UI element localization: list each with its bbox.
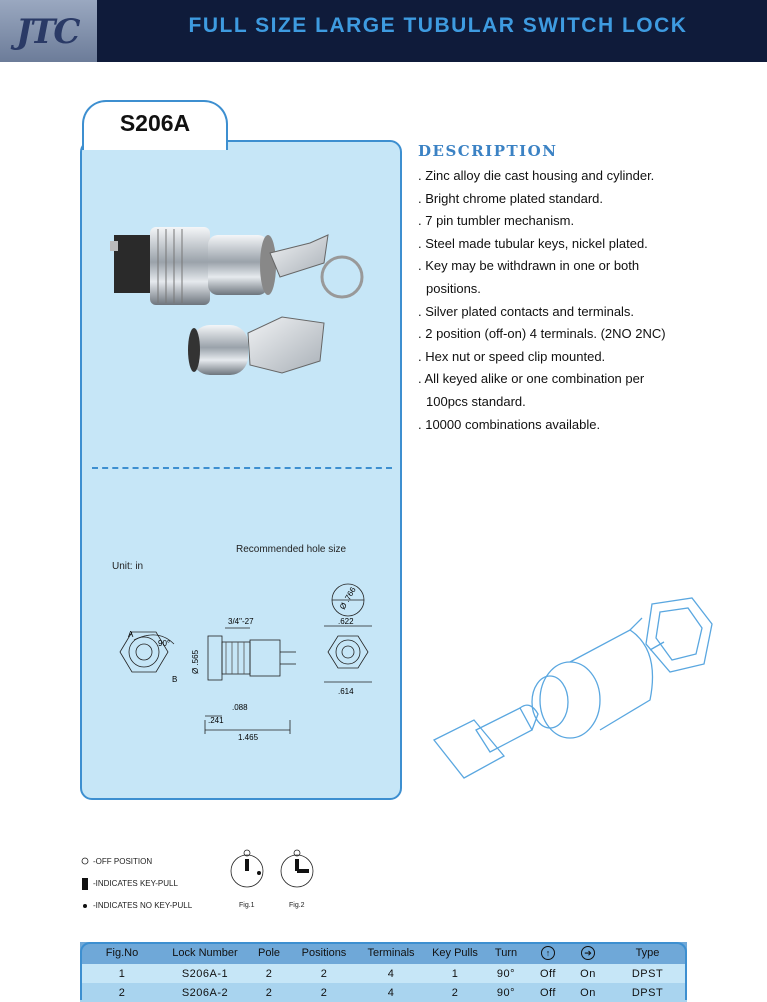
list-item: . Zinc alloy die cast housing and cylinder. [418,168,655,183]
spec-table [80,942,687,1002]
legend-symbols [80,856,90,916]
col-right-position [568,942,608,964]
description-list [418,165,666,436]
table-header-row [80,942,687,964]
table-cell: 90° [484,964,528,983]
col-fig-no: Fig.No [80,942,164,964]
table-cell: On [568,983,608,1002]
table-cell: 2 [246,964,292,983]
table-cell: 4 [356,964,426,983]
model-label: S206A [119,110,191,136]
table-cell: 1 [426,964,484,983]
table-cell: 2 [426,983,484,1002]
dim-diameter: Ø .565 [191,649,200,674]
col-turn: Turn [484,942,528,964]
list-item: positions. [426,280,481,296]
off-position-icon [82,858,88,864]
table-cell: 4 [356,983,426,1002]
list-item: . Bright chrome plated standard. [418,190,603,206]
table-cell: 90° [484,983,528,1002]
position-figures [225,847,330,912]
list-item: . Hex nut or speed clip mounted. [418,348,606,364]
list-item: . 10000 combinations available. [418,416,601,432]
table-cell: 2 [246,983,292,1002]
no-key-pull-icon [83,904,87,908]
brand-logo: JTC [16,12,79,52]
description-title: DESCRIPTION [418,142,558,160]
section-divider [92,467,392,469]
dim-angle: 90° [158,639,171,648]
table-cell: 1 [80,964,164,983]
table-cell: DPST [608,964,687,983]
arrow-up-icon: ↑ [541,946,555,960]
recommended-hole-label: Recommended hole size [236,544,347,555]
table-cell: 2 [292,964,356,983]
table-cell: S206A-1 [164,964,246,983]
dim-614: .614 [338,687,354,696]
legend-no-key-pull: -INDICATES NO KEY-PULL [93,901,193,910]
dim-thread: 3/4"-27 [228,617,254,626]
col-type: Type [608,942,687,964]
col-key-pulls: Key Pulls [426,942,484,964]
arrow-right-icon: ➔ [581,946,595,960]
list-item: . Steel made tubular keys, nickel plated. [418,235,648,251]
table-cell: On [568,964,608,983]
product-photo [110,205,370,405]
table-cell: 2 [80,983,164,1002]
unit-label: Unit: in [112,561,144,572]
svg-text:B: B [172,675,178,684]
dim-088: .088 [232,703,248,712]
fig2-label: Fig.2 [289,902,305,909]
col-lock-number: Lock Number [164,942,246,964]
svg-text:A: A [128,630,134,639]
page-title: FULL SIZE LARGE TUBULAR SWITCH LOCK [188,14,688,37]
table-cell: 2 [292,983,356,1002]
dim-hole-dia: Ø .766 [337,585,358,611]
table-row [80,983,687,1002]
technical-drawing [100,570,400,745]
dim-241: .241 [208,716,224,725]
list-item: . Silver plated contacts and terminals. [418,303,635,319]
legend-off: -OFF POSITION [93,857,153,866]
table-cell: Off [528,964,568,983]
list-item: . 7 pin tumbler mechanism. [418,213,575,229]
table-cell: Off [528,983,568,1002]
table-cell: DPST [608,983,687,1002]
dim-1465: 1.465 [238,733,259,742]
col-positions: Positions [292,942,356,964]
key-pull-icon [82,878,88,890]
list-item: 100pcs standard. [426,393,526,409]
dim-622: .622 [338,617,354,626]
exploded-view-drawing [420,590,760,820]
col-up-position [528,942,568,964]
legend-key-pull: -INDICATES KEY-PULL [93,879,178,888]
list-item: . All keyed alike or one combination per [418,371,645,387]
fig1-label: Fig.1 [239,902,255,909]
col-terminals: Terminals [356,942,426,964]
list-item: . Key may be withdrawn in one or both [418,258,640,274]
table-row [80,964,687,983]
col-pole: Pole [246,942,292,964]
table-cell: S206A-2 [164,983,246,1002]
list-item: . 2 position (off-on) 4 terminals. (2NO 2NC) [418,326,666,342]
